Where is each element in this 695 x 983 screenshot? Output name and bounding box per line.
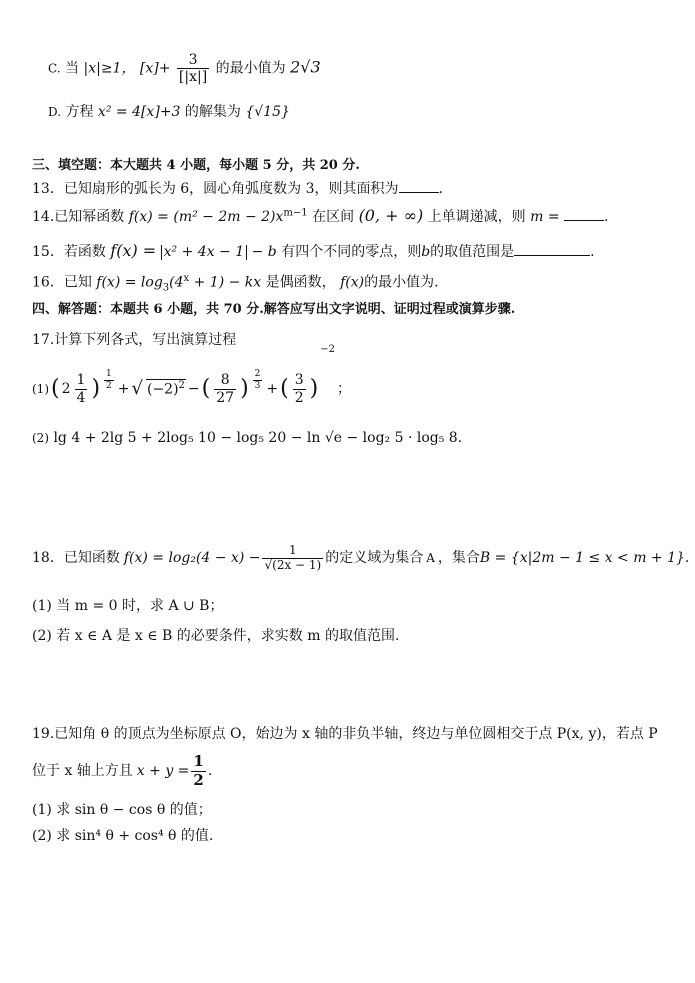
question-text: 13．已知扇形的弧长为 6，圆心角弧度数为 3，则其面积为 bbox=[32, 181, 399, 197]
question-prefix: 18．已知函数 bbox=[32, 549, 120, 566]
expression: lg 4 + 2lg 5 + 2log₅ 10 − log₅ 20 − ln √e − log₂ 5 · log₅ 8. bbox=[53, 430, 463, 446]
denominator: 27 bbox=[216, 389, 235, 406]
question-prefix: 16．已知 bbox=[32, 274, 92, 291]
plus-sign: + bbox=[117, 380, 130, 397]
exponent-two-thirds bbox=[253, 369, 263, 391]
question-14 bbox=[32, 206, 675, 226]
fraction-one-half bbox=[191, 753, 205, 789]
answer-blank bbox=[514, 243, 590, 256]
period: . bbox=[207, 762, 213, 779]
question-16 bbox=[32, 273, 675, 294]
open-paren: ( bbox=[201, 375, 211, 401]
whole-number: 2 bbox=[61, 380, 71, 397]
close-paren: ) bbox=[91, 375, 101, 401]
question-text: 的定义域为集合 bbox=[325, 549, 424, 566]
denominator: √(2x − 1) bbox=[264, 557, 322, 572]
set-b: B = {x|2m − 1 ≤ x < m + 1}. bbox=[479, 549, 690, 566]
close-paren: ) bbox=[240, 375, 249, 401]
numerator: 1 bbox=[106, 369, 112, 380]
denominator: 2 bbox=[106, 380, 112, 391]
option-c bbox=[48, 52, 675, 85]
variable-b: b bbox=[421, 244, 431, 260]
open-paren: ( bbox=[51, 375, 60, 401]
log-argument: (4 bbox=[169, 274, 184, 291]
numerator: 3 bbox=[177, 52, 209, 69]
numerator: 1 bbox=[76, 372, 86, 389]
question-19-line-2 bbox=[32, 752, 675, 790]
equation: x² = 4[x]+3 bbox=[97, 104, 181, 120]
period: . bbox=[590, 244, 595, 260]
log-argument-tail: + 1) − kx bbox=[189, 274, 262, 291]
set-a: A bbox=[426, 550, 435, 565]
question-text: 位于 x 轴上方且 bbox=[32, 762, 133, 779]
period: . bbox=[604, 209, 609, 225]
fraction bbox=[177, 52, 209, 85]
option-text: 当 bbox=[65, 60, 80, 77]
plus-sign: + bbox=[266, 380, 279, 397]
close-paren: ) bbox=[309, 375, 319, 401]
open-paren: ( bbox=[280, 375, 289, 401]
numerator: 1 bbox=[262, 544, 323, 559]
exponent-half bbox=[104, 369, 114, 391]
question-text: 在区间 bbox=[312, 209, 355, 225]
question-19-line-1: 19.已知角 θ 的顶点为坐标原点 O，始边为 x 轴的非负半轴，终边与单位圆相交于点 P(x, y)，若点 P bbox=[32, 726, 658, 742]
tail-expression: − b bbox=[251, 244, 277, 260]
numerator: 1 bbox=[193, 752, 204, 771]
question-text: 有四个不同的零点，则 bbox=[281, 244, 422, 260]
question-17-title: 17.计算下列各式，写出演算过程 bbox=[32, 332, 237, 348]
interval: (0, + ∞) bbox=[358, 206, 424, 225]
option-text: 的解集为 bbox=[184, 104, 241, 120]
equation: x + y = bbox=[136, 762, 190, 779]
condition: |x|≥1， bbox=[83, 60, 136, 77]
exponent: m−1 bbox=[283, 207, 308, 219]
question-text: 是偶函数， bbox=[265, 274, 336, 291]
radicand-exponent: 2 bbox=[178, 380, 185, 392]
part-label: (2) bbox=[32, 431, 49, 445]
section-three-heading: 三、填空题：本大题共 4 小题，每小题 5 分，共 20 分. bbox=[32, 158, 360, 173]
numerator: 2 bbox=[254, 369, 261, 380]
question-17-part-1 bbox=[32, 344, 675, 414]
option-label: D. bbox=[48, 105, 62, 119]
semicolon: ； bbox=[337, 380, 351, 397]
fraction-eight-27 bbox=[214, 372, 236, 405]
denominator: 2 bbox=[193, 770, 204, 789]
argument-exponent: x bbox=[183, 273, 190, 284]
option-text: 方程 bbox=[65, 104, 94, 120]
question-text: 的取值范围是 bbox=[430, 244, 515, 260]
function-name: f(x) bbox=[340, 274, 365, 291]
denominator: [|x|] bbox=[178, 69, 208, 86]
option-label: C. bbox=[48, 61, 61, 76]
numerator: 8 bbox=[214, 372, 236, 389]
function-expression: f(x) = log bbox=[96, 274, 163, 291]
part-label: (1) bbox=[32, 381, 49, 396]
function-expression: f(x) = bbox=[110, 241, 157, 260]
question-text: 上单调递减，则 bbox=[427, 209, 526, 225]
function-expression: f(x) = log₂(4 − x) − bbox=[123, 549, 261, 566]
answer-blank bbox=[564, 208, 604, 221]
question-13 bbox=[32, 180, 675, 198]
function-expression: f(x) = (m² − 2m − 2)x bbox=[128, 209, 284, 225]
denominator: 4 bbox=[76, 389, 86, 406]
section-four-heading: 四、解答题：本题共 6 小题，共 70 分.解答应写出文字说明、证明过程或演算步骤. bbox=[32, 302, 516, 317]
fraction-one-quarter bbox=[75, 372, 88, 405]
question-prefix: 14.已知幂函数 bbox=[32, 209, 125, 225]
exponent-neg-two: −2 bbox=[320, 344, 335, 355]
question-text: 的最小值为. bbox=[364, 274, 439, 291]
radicand-base: (−2) bbox=[146, 381, 179, 398]
question-17-part-2 bbox=[32, 430, 675, 447]
question-19-part-1: (1) 求 sin θ − cos θ 的值； bbox=[32, 802, 212, 818]
minus-sign: − bbox=[187, 380, 200, 397]
question-18 bbox=[32, 538, 690, 578]
period: . bbox=[438, 181, 443, 197]
numerator: 3 bbox=[294, 372, 304, 389]
radicand bbox=[146, 379, 186, 398]
denominator: 3 bbox=[254, 380, 261, 391]
question-18-part-1: (1) 当 m = 0 时，求 A ∪ B； bbox=[32, 598, 224, 614]
fraction bbox=[262, 544, 323, 573]
option-text: 的最小值为 bbox=[215, 60, 286, 77]
question-15 bbox=[32, 241, 675, 261]
option-d bbox=[48, 104, 675, 121]
denominator: 2 bbox=[294, 389, 304, 406]
solution-set: {√15} bbox=[245, 104, 290, 120]
question-18-part-2: (2) 若 x ∈ A 是 x ∈ B 的必要条件，求实数 m 的取值范围. bbox=[32, 628, 400, 644]
log-base: 3 bbox=[162, 282, 170, 294]
variable: m = bbox=[530, 209, 560, 225]
min-value: 2√3 bbox=[290, 57, 321, 77]
answer-blank bbox=[399, 180, 439, 193]
fraction-three-halves bbox=[293, 372, 306, 405]
question-19-part-2: (2) 求 sin⁴ θ + cos⁴ θ 的值. bbox=[32, 828, 214, 844]
question-prefix: 15．若函数 bbox=[32, 244, 106, 260]
expression: [x]+ bbox=[139, 60, 171, 77]
absolute-value: x² + 4x − 1 bbox=[161, 245, 247, 260]
question-text: ，集合 bbox=[437, 549, 480, 566]
radical-sign: √ bbox=[131, 378, 143, 400]
